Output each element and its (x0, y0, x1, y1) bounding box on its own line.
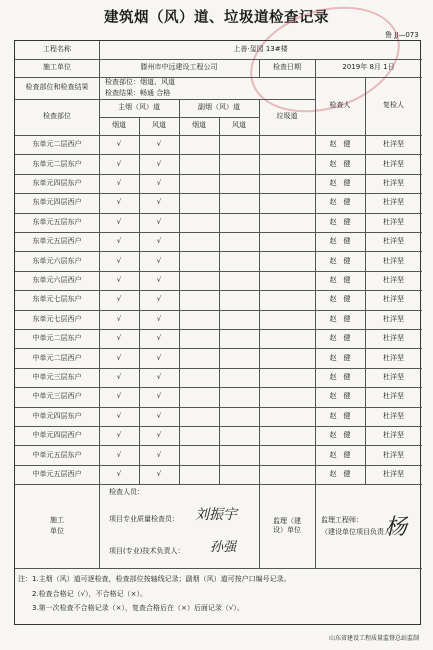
footer-issuer: 山东省建设工程质量监督总站监制 (328, 635, 419, 642)
table-row-part: 东单元六层东户 (32, 256, 82, 265)
table-row-main-air: √ (156, 450, 162, 459)
table-row-inspector: 赵 健 (329, 392, 351, 401)
grid-line (315, 59, 316, 77)
table-row-inspector: 赵 健 (329, 217, 351, 226)
table-row-part: 中单元五层东户 (32, 450, 82, 459)
table-row-inspector: 赵 健 (329, 334, 351, 343)
table-row-inspector: 赵 健 (329, 237, 351, 246)
table-row-rechecker: 杜洋坚 (383, 256, 404, 265)
form-code: 鲁 JJ—073 (385, 31, 419, 39)
grid-line (15, 484, 422, 485)
table-row-inspector: 赵 健 (329, 159, 351, 168)
record-table (14, 40, 421, 625)
table-row-main-air: √ (156, 295, 162, 304)
table-row-part: 东单元四层西户 (32, 198, 82, 207)
table-row-inspector: 赵 健 (329, 411, 351, 420)
table-row-part: 中单元四层西户 (32, 431, 82, 440)
table-row-part: 东单元五层东户 (32, 217, 82, 226)
table-row-inspector: 赵 健 (329, 256, 351, 265)
table-row-inspector: 赵 健 (329, 431, 351, 440)
supervision-unit-label: 监理（建设）单位 (273, 516, 301, 535)
grid-line (99, 77, 100, 99)
table-row-inspector: 赵 健 (329, 372, 351, 381)
table-row-inspector: 赵 健 (329, 275, 351, 284)
project-label: 工程名称 (43, 45, 71, 54)
grid-line (99, 484, 100, 568)
note-line-3: 3.第一次检查不合格记录（×），复查合格后在（×）后面记录（√）。 (32, 604, 244, 612)
construction-unit-label: 施工单位 (50, 515, 64, 536)
table-row-main-flue: √ (116, 431, 122, 440)
table-row-main-air: √ (156, 314, 162, 323)
table-row-inspector: 赵 健 (329, 295, 351, 304)
engineer-signature: 杨 (385, 515, 408, 541)
table-row-main-air: √ (156, 353, 162, 362)
table-row-rechecker: 杜洋坚 (383, 353, 404, 362)
grid-line (259, 59, 260, 77)
table-row-main-air: √ (156, 140, 162, 149)
col-part-header: 检查部位 (43, 112, 71, 121)
col-sub-air-header: 风道 (232, 121, 246, 130)
date-label: 检查日期 (273, 63, 301, 72)
col-inspector-header: 检查人 (329, 101, 351, 110)
table-row-rechecker: 杜洋坚 (383, 275, 404, 284)
table-row-main-flue: √ (116, 275, 122, 284)
table-row-main-air: √ (156, 217, 162, 226)
table-row-part: 东单元二层东户 (32, 159, 82, 168)
table-row-main-air: √ (156, 334, 162, 343)
scope-part: 检查部位：烟道、风道 (105, 77, 175, 86)
grid-line (99, 41, 100, 77)
table-row-inspector: 赵 健 (329, 198, 351, 207)
table-row-part: 中单元四层东户 (32, 411, 82, 420)
table-row-main-flue: √ (116, 159, 122, 168)
table-row-main-air: √ (156, 469, 162, 478)
grid-line (99, 99, 100, 484)
grid-line (259, 99, 260, 484)
table-row-main-flue: √ (116, 140, 122, 149)
table-row-main-air: √ (156, 256, 162, 265)
table-row-main-flue: √ (116, 469, 122, 478)
date-value: 2019年 8月 1日 (342, 63, 395, 72)
table-row-rechecker: 杜洋坚 (383, 217, 404, 226)
table-row-main-flue: √ (116, 217, 122, 226)
scope-result: 检查结果：畅通 合格 (105, 88, 171, 97)
table-row-inspector: 赵 健 (329, 314, 351, 323)
table-row-main-air: √ (156, 237, 162, 246)
table-row-inspector: 赵 健 (329, 353, 351, 362)
table-row-part: 东单元四层东户 (32, 178, 82, 187)
table-row-main-air: √ (156, 411, 162, 420)
table-row-main-flue: √ (116, 198, 122, 207)
table-row-rechecker: 杜洋坚 (383, 140, 404, 149)
table-row-part: 东单元二层西户 (32, 140, 82, 149)
table-row-main-flue: √ (116, 237, 122, 246)
note-line-1: 注：1.主烟（风）道可逐检查，检查部位按轴线记录；副烟（风）道可按户口编号记录。 (18, 575, 291, 583)
tech-lead-label: 项目(专业)技术负责人： (109, 546, 185, 555)
table-row-part: 中单元三层西户 (32, 392, 82, 401)
table-row-part: 东单元七层东户 (32, 295, 82, 304)
tech-lead-signature: 孙强 (210, 540, 237, 556)
table-row-rechecker: 杜洋坚 (383, 198, 404, 207)
col-main-header: 主烟（风）道 (118, 103, 160, 112)
table-row-main-flue: √ (116, 314, 122, 323)
grid-line (15, 568, 422, 569)
col-sub-header: 副烟（风）道 (198, 103, 240, 112)
table-row-rechecker: 杜洋坚 (383, 392, 404, 401)
table-row-part: 中单元二层西户 (32, 353, 82, 362)
table-row-rechecker: 杜洋坚 (383, 431, 404, 440)
engineer-label: 监理工程师： (321, 515, 363, 524)
table-row-rechecker: 杜洋坚 (383, 295, 404, 304)
note-line-2: 2.检查合格记（√），不合格记（×）。 (32, 589, 148, 598)
contractor-value: 滕州市中远建设工程公司 (140, 63, 218, 72)
table-row-main-flue: √ (116, 178, 122, 187)
col-sub-flue-header: 烟道 (192, 121, 206, 130)
table-row-rechecker: 杜洋坚 (383, 159, 404, 168)
table-row-rechecker: 杜洋坚 (383, 469, 404, 478)
engineer-sub-label: （建设单位项目负责人） (321, 527, 398, 536)
quality-inspector-signature: 刘振宇 (195, 507, 237, 524)
col-garbage-header: 垃圾道 (276, 112, 298, 121)
table-row-main-flue: √ (116, 353, 122, 362)
table-row-main-flue: √ (116, 295, 122, 304)
grid-line (219, 117, 220, 484)
table-row-part: 东单元七层西户 (32, 314, 82, 323)
table-row-part: 中单元三层东户 (32, 372, 82, 381)
table-row-part: 中单元五层西户 (32, 469, 82, 478)
table-row-rechecker: 杜洋坚 (383, 237, 404, 246)
table-row-main-air: √ (156, 372, 162, 381)
table-row-main-flue: √ (116, 392, 122, 401)
table-row-main-air: √ (156, 431, 162, 440)
col-main-air-header: 风道 (152, 121, 166, 130)
form-title: 建筑烟（风）道、垃圾道检查记录 (104, 10, 329, 26)
col-rechecker-header: 复检人 (383, 101, 404, 110)
table-row-rechecker: 杜洋坚 (383, 372, 404, 381)
table-row-rechecker: 杜洋坚 (383, 334, 404, 343)
table-row-inspector: 赵 健 (329, 469, 351, 478)
table-row-main-air: √ (156, 275, 162, 284)
grid-line (139, 117, 140, 484)
grid-line (315, 484, 316, 568)
table-row-part: 中单元二层东户 (32, 334, 82, 343)
table-row-inspector: 赵 健 (329, 178, 351, 187)
table-row-rechecker: 杜洋坚 (383, 314, 404, 323)
col-main-flue-header: 烟道 (112, 121, 126, 130)
table-row-part: 东单元五层西户 (32, 237, 82, 246)
notes-section (18, 572, 291, 616)
table-row-main-flue: √ (116, 450, 122, 459)
table-row-rechecker: 杜洋坚 (383, 411, 404, 420)
contractor-label: 施工单位 (43, 63, 71, 72)
table-row-main-flue: √ (116, 372, 122, 381)
table-row-rechecker: 杜洋坚 (383, 450, 404, 459)
table-row-main-air: √ (156, 178, 162, 187)
table-row-inspector: 赵 健 (329, 450, 351, 459)
table-row-inspector: 赵 健 (329, 140, 351, 149)
grid-line (179, 99, 180, 484)
table-row-main-air: √ (156, 159, 162, 168)
project-value: 上善·玺园 13#楼 (233, 45, 288, 54)
grid-line (365, 77, 366, 484)
table-row-main-air: √ (156, 198, 162, 207)
table-row-main-flue: √ (116, 411, 122, 420)
scope-label: 检查部位和检查结果 (25, 83, 89, 92)
table-row-main-flue: √ (116, 256, 122, 265)
inspector-staff-label: 检查人员： (109, 487, 144, 496)
table-row-part: 东单元六层西户 (32, 275, 82, 284)
table-row-main-air: √ (156, 392, 162, 401)
quality-inspector-label: 项目专业质量检查员： (109, 514, 179, 523)
table-row-rechecker: 杜洋坚 (383, 178, 404, 187)
grid-line (315, 77, 316, 484)
table-row-main-flue: √ (116, 334, 122, 343)
